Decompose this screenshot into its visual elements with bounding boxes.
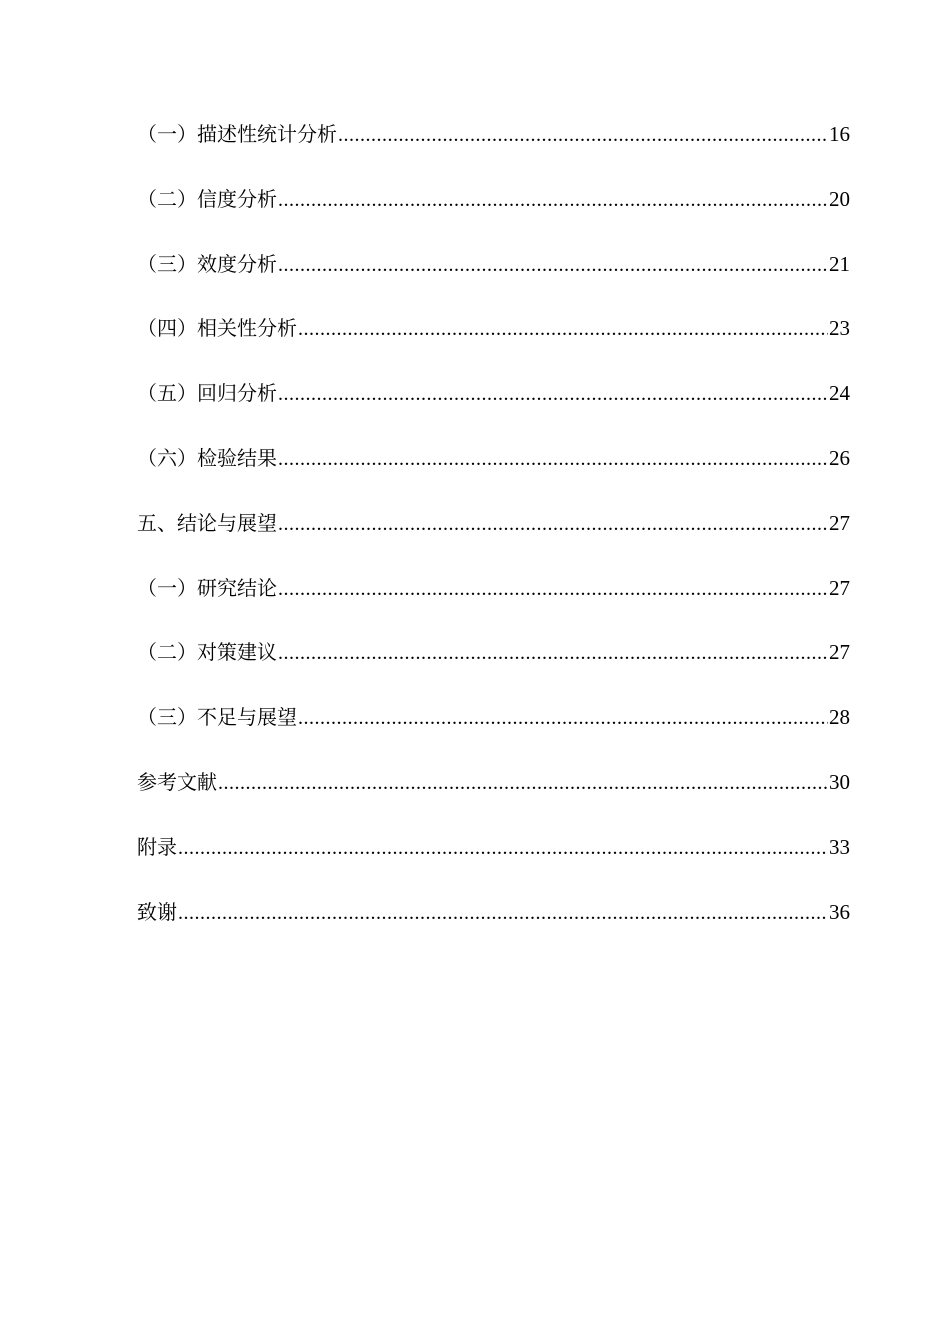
toc-dot-leader xyxy=(278,168,828,232)
toc-entry-title: （一）研究结论 xyxy=(137,575,277,600)
table-of-contents xyxy=(137,102,850,944)
toc-entry-title: （二）对策建议 xyxy=(137,640,277,665)
toc-entry-title: （三）不足与展望 xyxy=(137,705,297,730)
toc-entry-title: （三）效度分析 xyxy=(137,251,277,276)
toc-dot-leader xyxy=(278,362,828,426)
toc-entry-research-conclusion[interactable] xyxy=(137,556,850,621)
toc-entry-limitations-and-outlook[interactable] xyxy=(137,685,850,750)
toc-entry-descriptive-statistics[interactable] xyxy=(137,102,850,167)
toc-entry-page: 26 xyxy=(829,445,850,470)
toc-dot-leader xyxy=(278,427,828,491)
toc-entry-title: 五、结论与展望 xyxy=(137,510,277,535)
toc-dot-leader xyxy=(178,816,828,880)
toc-entry-page: 27 xyxy=(829,575,850,600)
toc-entry-test-results[interactable] xyxy=(137,426,850,491)
toc-entry-page: 16 xyxy=(829,122,850,146)
toc-entry-references[interactable] xyxy=(137,750,850,815)
toc-entry-correlation-analysis[interactable] xyxy=(137,296,850,361)
toc-entry-page: 33 xyxy=(829,834,850,859)
toc-entry-reliability-analysis[interactable] xyxy=(137,167,850,232)
toc-dot-leader xyxy=(278,557,828,621)
toc-dot-leader xyxy=(278,492,828,556)
toc-entry-validity-analysis[interactable] xyxy=(137,232,850,297)
toc-entry-page: 30 xyxy=(829,769,850,794)
toc-entry-title: 致谢 xyxy=(137,899,177,924)
toc-dot-leader xyxy=(298,686,828,750)
toc-entry-title: （一）描述性统计分析 xyxy=(137,122,337,146)
toc-dot-leader xyxy=(218,751,828,815)
toc-entry-page: 27 xyxy=(829,640,850,665)
toc-entry-recommendations[interactable] xyxy=(137,620,850,685)
toc-entry-page: 24 xyxy=(829,381,850,406)
toc-entry-title: 参考文献 xyxy=(137,769,217,794)
toc-entry-appendix[interactable] xyxy=(137,815,850,880)
toc-entry-page: 20 xyxy=(829,186,850,211)
toc-dot-leader xyxy=(338,103,828,167)
toc-entry-page: 36 xyxy=(829,899,850,924)
toc-entry-title: （六）检验结果 xyxy=(137,445,277,470)
toc-dot-leader xyxy=(278,621,828,685)
toc-entry-page: 21 xyxy=(829,251,850,276)
toc-entry-page: 27 xyxy=(829,510,850,535)
toc-entry-title: （四）相关性分析 xyxy=(137,316,297,341)
toc-entry-regression-analysis[interactable] xyxy=(137,361,850,426)
toc-entry-title: 附录 xyxy=(137,834,177,859)
toc-dot-leader xyxy=(178,881,828,945)
toc-entry-page: 28 xyxy=(829,705,850,730)
toc-entry-title: （二）信度分析 xyxy=(137,186,277,211)
toc-entry-acknowledgements[interactable] xyxy=(137,880,850,945)
toc-entry-page: 23 xyxy=(829,316,850,341)
toc-entry-conclusion-and-outlook[interactable] xyxy=(137,491,850,556)
toc-dot-leader xyxy=(278,233,828,297)
toc-dot-leader xyxy=(298,297,828,361)
toc-entry-title: （五）回归分析 xyxy=(137,381,277,406)
